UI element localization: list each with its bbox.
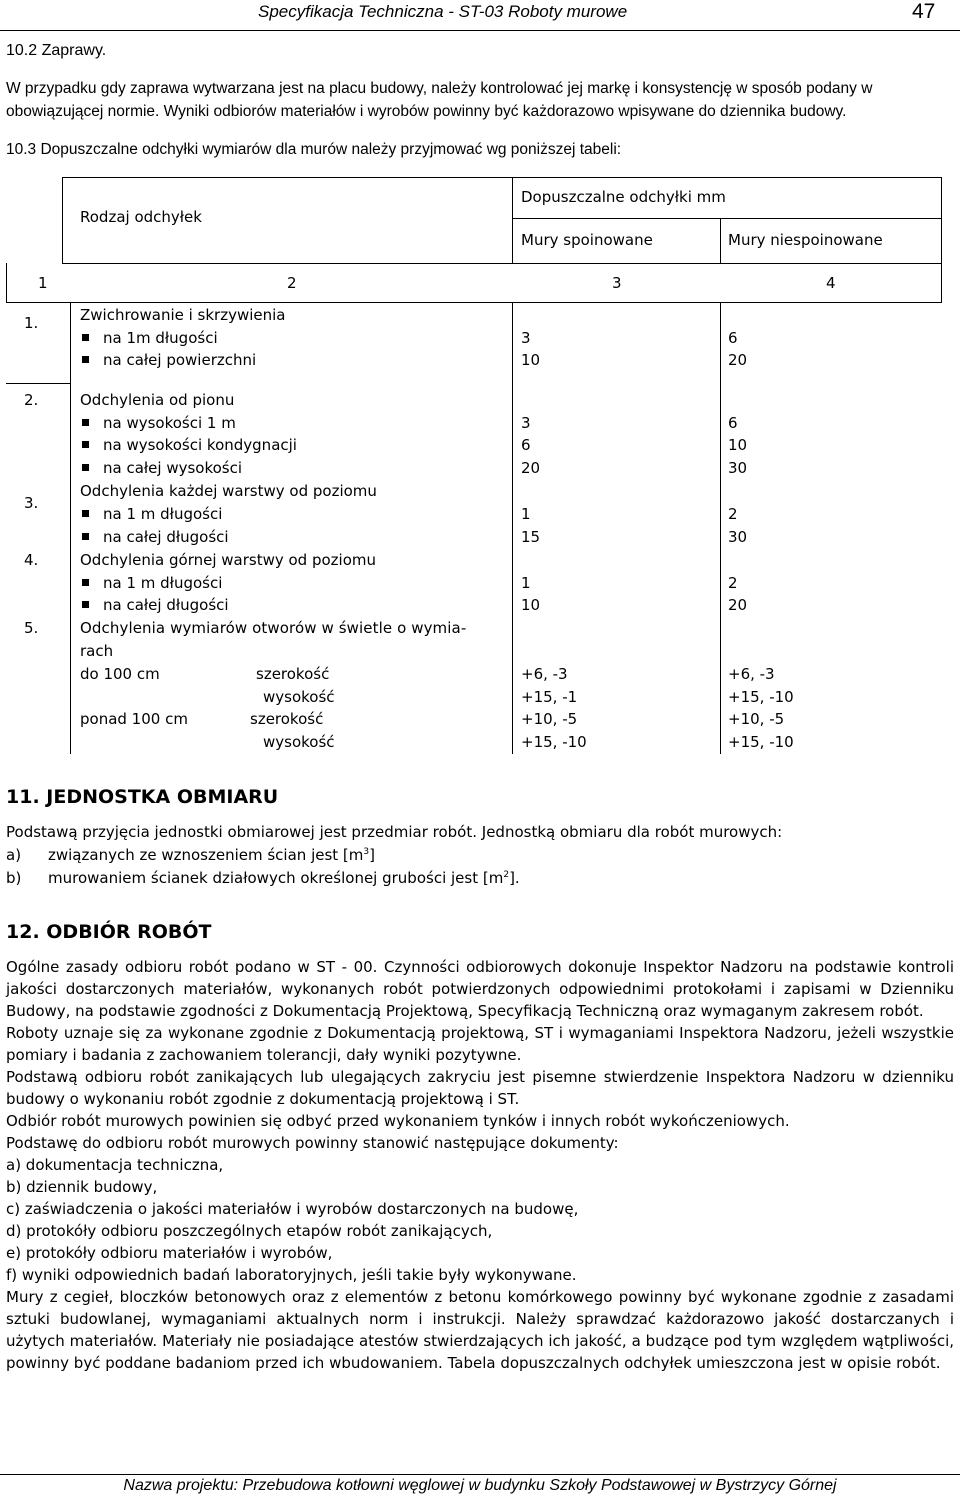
- row-4-number: 4.: [24, 551, 39, 569]
- table-value: +10, -5: [728, 710, 785, 728]
- header-mortared-walls: Mury spoinowane: [521, 231, 653, 249]
- bullet-icon: [82, 510, 89, 517]
- paragraph: Roboty uznaje się za wykonane zgodnie z Dokumentacją projektową, ST i wymaganiami Inspektora Nadzoru, jeżeli wszystkie pomiary i badania z zachowaniem tolerancji, dały wyniki pozytywne.: [6, 1024, 954, 1064]
- list-item: d) protokóły odbioru poszczególnych etapów robót zanikających,: [6, 1222, 493, 1240]
- bullet-icon: [82, 356, 89, 363]
- header-allowed-deviation: Dopuszczalne odchyłki mm: [521, 188, 726, 206]
- document-title: Specyfikacja Techniczna - ST-03 Roboty murowe: [258, 2, 628, 21]
- table-value: +6, -3: [521, 665, 568, 683]
- table-row: na wysokości kondygnacji: [82, 434, 297, 457]
- table-value: 6: [728, 414, 738, 432]
- col-number-3: 3: [612, 274, 622, 292]
- table-row: na 1m długości: [82, 327, 218, 350]
- paragraph: Mury z cegieł, bloczków betonowych oraz z elementów z betonu komórkowego powinny być wykonane zgodnie z zasadami sztuki budowlanej, wymaganiami aktualnych norm i instrukcji. Należy sprawdzać każdorazowo jakość dostarczanych i użytych materiałów. Materiały nie posiadające atestów stwierdzających ich jakość, a budzące pod tym względem wątpliwości, powinny być poddane badaniom przed ich wbudowaniem. Tabela dopuszczalnych odchyłek umieszczona jest w opisie robót.: [6, 1288, 954, 1372]
- header-deviation-kind: Rodzaj odchyłek: [80, 208, 202, 226]
- section-11-heading: 11. JEDNOSTKA OBMIARU: [6, 786, 279, 808]
- section-12-body: [6, 956, 954, 1374]
- row-3-number: 3.: [24, 494, 39, 512]
- list-item: a) związanych ze wznoszeniem ścian jest $[m^3]$: [6, 846, 375, 864]
- table-value: 10: [521, 596, 541, 614]
- table-value: 20: [728, 596, 748, 614]
- table-value: 2: [728, 574, 738, 592]
- table-row: na 1 m długości: [82, 503, 222, 526]
- table-value: 1: [521, 574, 531, 592]
- table-value: 30: [728, 528, 748, 546]
- table-row: na całej długości: [82, 526, 229, 549]
- table-value: +15, -10: [728, 688, 794, 706]
- label-width: szerokość: [250, 710, 324, 728]
- table-value: 3: [521, 414, 531, 432]
- paragraph: Podstawą odbioru robót zanikających lub ulegających zakryciu jest pisemne stwierdzenie Inspektora Nadzoru w dzienniku budowy o wykonaniu robót zgodnie z dokumentacją projektową i ST.: [6, 1068, 954, 1108]
- row-1-number: 1.: [24, 314, 39, 332]
- row-1-title: Zwichrowanie i skrzywienia: [80, 306, 286, 324]
- table-value: 15: [521, 528, 541, 546]
- group-over-100: ponad 100 cm: [80, 710, 188, 728]
- table-value: +15, -10: [521, 733, 587, 751]
- list-item: f) wyniki odpowiednich badań laboratoryjnych, jeśli takie były wykonywane.: [6, 1266, 577, 1284]
- bullet-icon: [82, 464, 89, 471]
- bullet-icon: [82, 334, 89, 341]
- row-5-title: Odchylenia wymiarów otworów w świetle o wymia-: [80, 619, 467, 637]
- table-value: 30: [728, 459, 748, 477]
- bullet-icon: [82, 419, 89, 426]
- bullet-icon: [82, 441, 89, 448]
- col-number-1: 1: [38, 274, 48, 292]
- table-value: +6, -3: [728, 665, 775, 683]
- row-2-title: Odchylenia od pionu: [80, 391, 235, 409]
- section-10-2-heading: 10.2 Zaprawy.: [6, 42, 107, 59]
- paragraph: Ogólne zasady odbioru robót podano w ST - 00. Czynności odbiorowych dokonuje Inspektor Nadzoru na podstawie kontroli jakości dostarczonych materiałów, wykonanych robót potwierdzonych odpowiednimi protokołami i zapisami w Dzienniku Budowy, na podstawie zgodności z Dokumentacją Projektową, Specyfikacją Techniczną oraz wymaganym zakresem robót.: [6, 958, 954, 1020]
- list-item: a) dokumentacja techniczna,: [6, 1156, 224, 1174]
- paragraph: Podstawę do odbioru robót murowych powinny stanowić następujące dokumenty:: [6, 1134, 619, 1152]
- section-11-intro: Podstawą przyjęcia jednostki obmiarowej jest przedmiar robót. Jednostką obmiaru dla robót murowych:: [6, 823, 783, 841]
- row-2-number: 2.: [24, 391, 39, 409]
- section-12-heading: 12. ODBIÓR ROBÓT: [6, 921, 212, 943]
- table-value: +15, -1: [521, 688, 578, 706]
- row-5-number: 5.: [24, 619, 39, 637]
- section-10-2-line1: W przypadku gdy zaprawa wytwarzana jest na placu budowy, należy kontrolować jej markę i konsystencję w sposób podany w: [6, 80, 873, 97]
- table-value: 6: [728, 329, 738, 347]
- list-item: c) zaświadczenia o jakości materiałów i wyrobów dostarczonych na budowę,: [6, 1200, 579, 1218]
- table-value: +10, -5: [521, 710, 578, 728]
- row-3-title: Odchylenia każdej warstwy od poziomu: [80, 482, 377, 500]
- table-value: 10: [728, 436, 748, 454]
- table-value: 3: [521, 329, 531, 347]
- table-value: 20: [521, 459, 541, 477]
- page-footer: Nazwa projektu: Przebudowa kotłowni węglowej w budynku Szkoły Podstawowej w Bystrzycy Górnej: [0, 1474, 960, 1495]
- table-row: na całej powierzchni: [82, 349, 256, 372]
- table-row: na całej długości: [82, 594, 229, 617]
- table-value: 2: [728, 505, 738, 523]
- paragraph: Odbiór robót murowych powinien się odbyć przed wykonaniem tynków i innych robót wykończeniowych.: [6, 1112, 790, 1130]
- section-10-2-line2: obowiązującej normie. Wyniki odbiorów materiałów i wyrobów powinny być każdorazowo wpisywane do dziennika budowy.: [6, 103, 847, 120]
- table-value: 6: [521, 436, 531, 454]
- col-number-2: 2: [287, 274, 297, 292]
- table-row: na 1 m długości: [82, 572, 222, 595]
- row-4-title: Odchylenia górnej warstwy od poziomu: [80, 551, 377, 569]
- col-number-4: 4: [826, 274, 836, 292]
- list-item: b) dziennik budowy,: [6, 1178, 158, 1196]
- group-up-to-100: do 100 cm: [80, 665, 160, 683]
- table-row: na wysokości 1 m: [82, 412, 236, 435]
- label-height: wysokość: [263, 688, 335, 706]
- table-value: 10: [521, 351, 541, 369]
- bullet-icon: [82, 601, 89, 608]
- list-item: b) murowaniem ścianek działowych określonej grubości jest $[m^2]$.: [6, 869, 520, 887]
- bullet-icon: [82, 579, 89, 586]
- bullet-icon: [82, 533, 89, 540]
- page-header: [0, 0, 960, 31]
- list-item: e) protokóły odbioru materiałów i wyrobów,: [6, 1244, 333, 1262]
- label-width: szerokość: [256, 665, 330, 683]
- table-value: 20: [728, 351, 748, 369]
- table-value: 1: [521, 505, 531, 523]
- table-row: na całej wysokości: [82, 457, 242, 480]
- label-height: wysokość: [263, 733, 335, 751]
- header-dry-walls: Mury niespoinowane: [728, 231, 883, 249]
- page-number: 47: [912, 0, 936, 23]
- row-5-title-cont: rach: [80, 642, 114, 660]
- table-value: +15, -10: [728, 733, 794, 751]
- section-10-3-heading: 10.3 Dopuszczalne odchyłki wymiarów dla murów należy przyjmować wg poniższej tabeli:: [6, 141, 622, 158]
